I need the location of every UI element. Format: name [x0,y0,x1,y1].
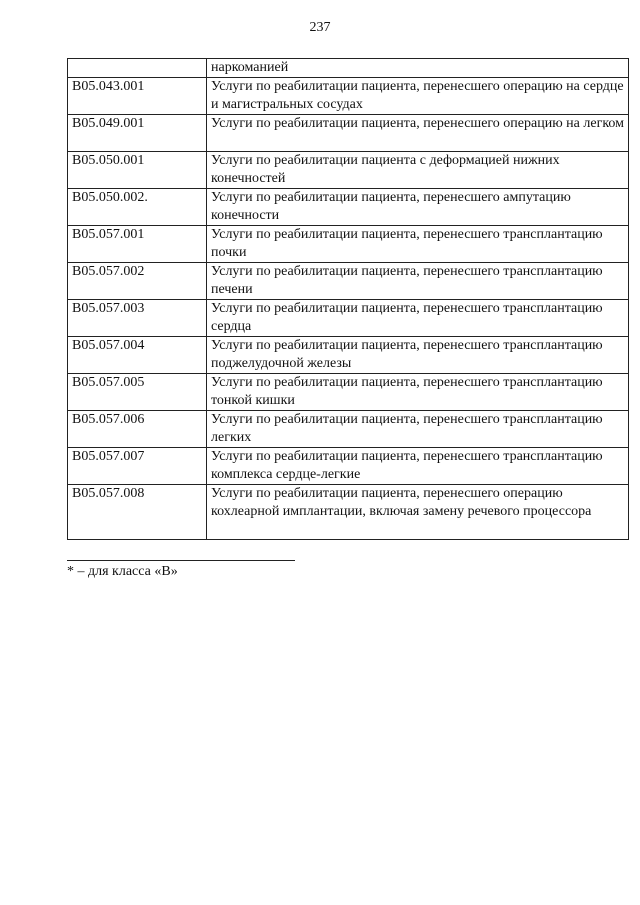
page-number: 237 [309,20,331,35]
description-cell: Услуги по реабилитации пациента, перенесшего трансплантацию печени [207,263,629,300]
table-row [68,263,629,300]
code-cell: B05.057.004 [68,337,207,374]
table-row [68,189,629,226]
table-row [68,300,629,337]
description-cell: Услуги по реабилитации пациента, перенесшего ампутацию конечности [207,189,629,226]
description-cell: Услуги по реабилитации пациента, перенесшего трансплантацию легких [207,411,629,448]
description-cell: наркоманией [207,59,629,78]
code-cell: B05.050.002. [68,189,207,226]
code-cell: B05.050.001 [68,152,207,189]
table-row [68,152,629,189]
table-row [68,374,629,411]
description-cell: Услуги по реабилитации пациента, перенесшего операцию кохлеарной имплантации, включая замену речевого процессора [207,485,629,540]
footnote-divider [67,560,295,561]
table-row [68,411,629,448]
code-cell: B05.057.006 [68,411,207,448]
code-cell: B05.057.002 [68,263,207,300]
footnote: * – для класса «В» [67,564,178,579]
description-cell: Услуги по реабилитации пациента, перенесшего трансплантацию тонкой кишки [207,374,629,411]
code-cell: B05.057.007 [68,448,207,485]
description-cell: Услуги по реабилитации пациента с деформацией нижних конечностей [207,152,629,189]
description-cell: Услуги по реабилитации пациента, перенесшего трансплантацию комплекса сердце-легкие [207,448,629,485]
description-cell: Услуги по реабилитации пациента, перенесшего трансплантацию поджелудочной железы [207,337,629,374]
table-row [68,115,629,152]
table-row [68,448,629,485]
table-row [68,485,629,540]
description-cell: Услуги по реабилитации пациента, перенесшего трансплантацию сердца [207,300,629,337]
code-cell: B05.057.001 [68,226,207,263]
code-cell: B05.057.008 [68,485,207,540]
code-cell: B05.043.001 [68,78,207,115]
description-cell: Услуги по реабилитации пациента, перенесшего трансплантацию почки [207,226,629,263]
table-row-continuation [68,59,629,78]
code-cell: B05.049.001 [68,115,207,152]
table-row [68,78,629,115]
code-cell: B05.057.005 [68,374,207,411]
description-cell: Услуги по реабилитации пациента, перенесшего операцию на легком [207,115,629,152]
code-cell: B05.057.003 [68,300,207,337]
services-table [67,58,629,540]
table-row [68,226,629,263]
description-cell: Услуги по реабилитации пациента, перенесшего операцию на сердце и магистральных сосудах [207,78,629,115]
table-row [68,337,629,374]
code-cell [68,59,207,78]
